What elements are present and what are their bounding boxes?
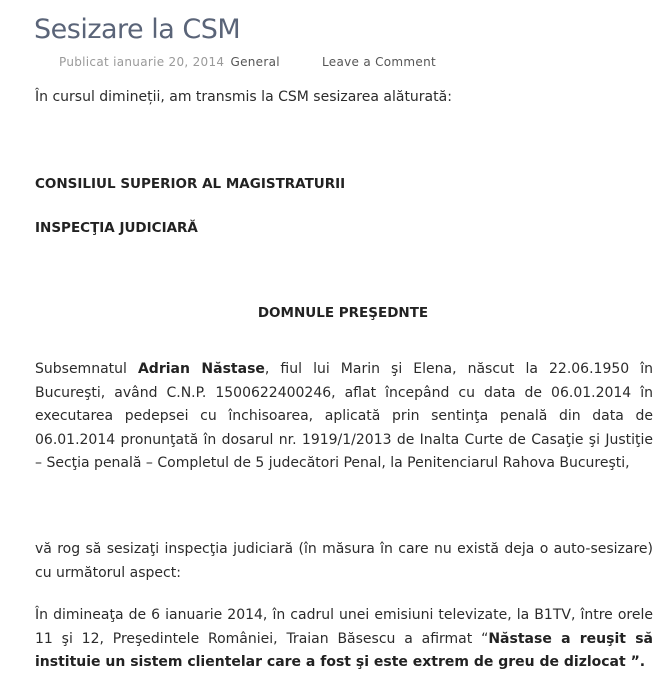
post-date: ianuarie 20, 2014 [113, 55, 225, 69]
salutation: DOMNULE PREŞEDNTE [257, 305, 429, 321]
addressee-line-2: INSPECŢIA JUDICIARĂ [35, 220, 198, 236]
quote-close: ”. [625, 654, 646, 670]
para1-lead: Subsemnatul [35, 361, 138, 377]
post-title[interactable]: Sesizare la CSM [34, 14, 241, 45]
para3-lead: În dimineaţa de 6 ianuarie 2014, în cadrul unei emisiuni televizate, la B1TV, între orele 11 şi 12, Preşedintele României, Traian Băsescu a afirmat “ [35, 607, 653, 647]
paragraph-quote [35, 604, 653, 675]
category-link[interactable]: General [230, 55, 280, 69]
intro-text: În cursul dimineții, am transmis la CSM sesizarea alăturată: [35, 89, 452, 105]
post-meta [59, 55, 436, 69]
paragraph-request: vă rog să sesizaţi inspecţia judiciară (în măsura în care nu există deja o auto-sesizare) cu următorul aspect: [35, 541, 653, 581]
para1-rest: , fiul lui Marin şi Elena, născut la 22.06.1950 în Bucureşti, având C.N.P. 1500622400246, aflat începând cu data de 06.01.2014 în executarea pedepsei cu închisoarea, aplicată prin sentinţa penală din data de 06.01.2014 pronunţată în dosarul nr. 1919/1/2013 de Inalta Curte de Casaţie şi Justiţie – Secţia penală – Completul de 5 judecători Penal, la Penitenciarul Rahova Bucureşti, [35, 361, 653, 471]
quoted-statement: Năstase a reuşit să instituie un sistem clientelar care a fost şi este extrem de greu de dizlocat [35, 630, 653, 670]
published-label: Publicat [59, 55, 109, 69]
addressee-line-1: CONSILIUL SUPERIOR AL MAGISTRATURII [35, 176, 346, 192]
paragraph-identity [35, 358, 653, 476]
leave-comment-link[interactable]: Leave a Comment [322, 55, 437, 69]
author-name: Adrian Năstase [137, 361, 265, 377]
